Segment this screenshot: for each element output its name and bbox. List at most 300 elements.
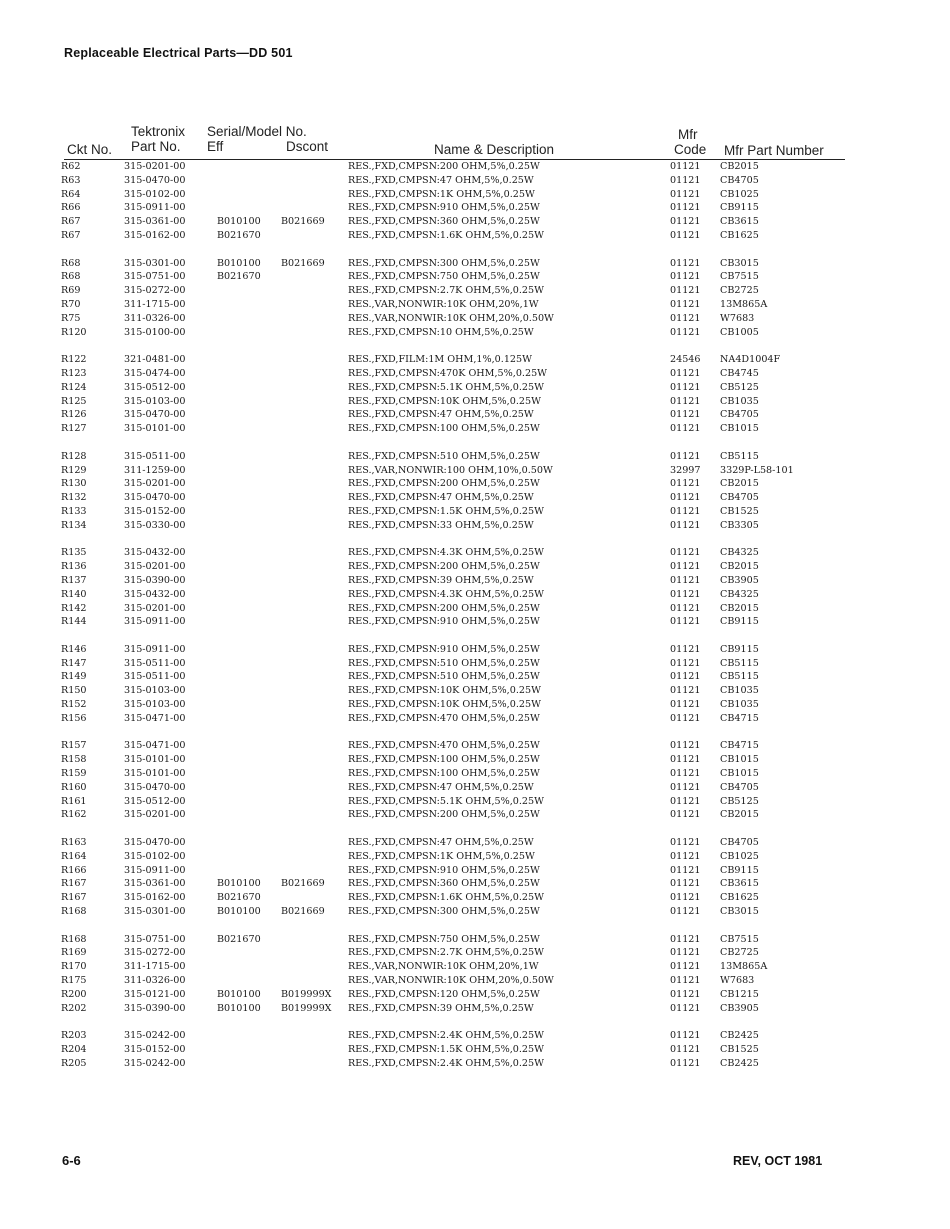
tektronix-part-number: 315-0361-00 bbox=[124, 878, 186, 890]
mfr-code: 01121 bbox=[670, 257, 701, 269]
table-row bbox=[0, 836, 950, 850]
table-row bbox=[0, 312, 950, 326]
mfr-part-number: CB2725 bbox=[720, 947, 759, 959]
part-description: RES.,FXD,CMPSN:47 OHM,5%,0.25W bbox=[348, 409, 534, 421]
tektronix-part-number: 315-0101-00 bbox=[124, 768, 186, 780]
mfr-code: 01121 bbox=[670, 492, 701, 504]
mfr-code: 01121 bbox=[670, 271, 701, 283]
part-description: RES.,FXD,CMPSN:47 OHM,5%,0.25W bbox=[348, 837, 534, 849]
mfr-code: 01121 bbox=[670, 602, 701, 614]
mfr-code: 01121 bbox=[670, 561, 701, 573]
revision-date: REV, OCT 1981 bbox=[733, 1154, 823, 1168]
table-row bbox=[0, 477, 950, 491]
tektronix-part-number: 315-0470-00 bbox=[124, 409, 186, 421]
tektronix-part-number: 315-0390-00 bbox=[124, 1002, 186, 1014]
table-row bbox=[0, 974, 950, 988]
circuit-number: R147 bbox=[61, 657, 87, 669]
tektronix-part-number: 315-0751-00 bbox=[124, 271, 186, 283]
circuit-number: R69 bbox=[61, 285, 81, 297]
table-row bbox=[0, 684, 950, 698]
part-description: RES.,FXD,CMPSN:910 OHM,5%,0.25W bbox=[348, 643, 540, 655]
mfr-code: 01121 bbox=[670, 312, 701, 324]
part-description: RES.,FXD,CMPSN:910 OHM,5%,0.25W bbox=[348, 864, 540, 876]
mfr-part-number: CB2725 bbox=[720, 285, 759, 297]
tektronix-part-number: 315-0103-00 bbox=[124, 699, 186, 711]
tektronix-part-number: 315-0102-00 bbox=[124, 850, 186, 862]
part-description: RES.,FXD,CMPSN:47 OHM,5%,0.25W bbox=[348, 492, 534, 504]
serial-effective: B021670 bbox=[217, 933, 261, 945]
mfr-code: 01121 bbox=[670, 450, 701, 462]
mfr-code: 01121 bbox=[670, 850, 701, 862]
parts-group bbox=[0, 546, 950, 629]
mfr-part-number: CB2015 bbox=[720, 561, 759, 573]
tektronix-part-number: 315-0911-00 bbox=[124, 864, 186, 876]
circuit-number: R160 bbox=[61, 781, 87, 793]
circuit-number: R157 bbox=[61, 740, 87, 752]
parts-group bbox=[0, 1029, 950, 1070]
circuit-number: R67 bbox=[61, 229, 81, 241]
part-description: RES.,FXD,CMPSN:470 OHM,5%,0.25W bbox=[348, 740, 540, 752]
mfr-code: 01121 bbox=[670, 1057, 701, 1069]
part-description: RES.,VAR,NONWIR:10K OHM,20%,0.50W bbox=[348, 975, 554, 987]
parts-group bbox=[0, 257, 950, 340]
mfr-part-number: CB3905 bbox=[720, 1002, 759, 1014]
serial-discontinued: B019999X bbox=[281, 1002, 332, 1014]
tektronix-part-number: 315-0911-00 bbox=[124, 616, 186, 628]
tektronix-part-number: 315-0201-00 bbox=[124, 161, 186, 172]
tektronix-part-number: 315-0103-00 bbox=[124, 685, 186, 697]
circuit-number: R170 bbox=[61, 961, 87, 973]
serial-effective: B021670 bbox=[217, 229, 261, 241]
tektronix-part-number: 315-0330-00 bbox=[124, 519, 186, 531]
circuit-number: R144 bbox=[61, 616, 87, 628]
mfr-code: 01121 bbox=[670, 809, 701, 821]
table-row bbox=[0, 850, 950, 864]
mfr-code: 01121 bbox=[670, 229, 701, 241]
part-description: RES.,FXD,CMPSN:4.3K OHM,5%,0.25W bbox=[348, 547, 544, 559]
mfr-part-number: CB3905 bbox=[720, 574, 759, 586]
part-description: RES.,FXD,CMPSN:910 OHM,5%,0.25W bbox=[348, 202, 540, 214]
part-description: RES.,FXD,CMPSN:510 OHM,5%,0.25W bbox=[348, 671, 540, 683]
circuit-number: R62 bbox=[61, 161, 81, 172]
circuit-number: R167 bbox=[61, 878, 87, 890]
table-row bbox=[0, 615, 950, 629]
col-dscont: Dscont bbox=[286, 139, 329, 154]
mfr-code: 01121 bbox=[670, 685, 701, 697]
mfr-code: 01121 bbox=[670, 588, 701, 600]
part-description: RES.,FXD,CMPSN:5.1K OHM,5%,0.25W bbox=[348, 381, 544, 393]
table-row bbox=[0, 767, 950, 781]
serial-effective: B021670 bbox=[217, 892, 261, 904]
circuit-number: R202 bbox=[61, 1002, 87, 1014]
circuit-number: R156 bbox=[61, 712, 87, 724]
mfr-part-number: NA4D1004F bbox=[720, 354, 781, 366]
tektronix-part-number: 311-1715-00 bbox=[124, 298, 186, 310]
circuit-number: R162 bbox=[61, 809, 87, 821]
circuit-number: R159 bbox=[61, 768, 87, 780]
serial-discontinued: B021669 bbox=[281, 216, 325, 228]
tektronix-part-number: 315-0242-00 bbox=[124, 1030, 186, 1042]
mfr-code: 01121 bbox=[670, 947, 701, 959]
tektronix-part-number: 315-0432-00 bbox=[124, 588, 186, 600]
tektronix-part-number: 315-0512-00 bbox=[124, 381, 186, 393]
tektronix-part-number: 315-0470-00 bbox=[124, 837, 186, 849]
table-row bbox=[0, 257, 950, 271]
mfr-part-number: CB4325 bbox=[720, 588, 759, 600]
mfr-part-number: CB3015 bbox=[720, 906, 759, 918]
circuit-number: R205 bbox=[61, 1057, 87, 1069]
mfr-code: 01121 bbox=[670, 547, 701, 559]
table-row bbox=[0, 174, 950, 188]
circuit-number: R161 bbox=[61, 795, 87, 807]
tektronix-part-number: 311-0326-00 bbox=[124, 975, 186, 987]
mfr-part-number: CB4745 bbox=[720, 367, 759, 379]
col-eff: Eff bbox=[207, 139, 224, 154]
tektronix-part-number: 321-0481-00 bbox=[124, 354, 186, 366]
mfr-part-number: CB4325 bbox=[720, 547, 759, 559]
parts-group bbox=[0, 739, 950, 822]
part-description: RES.,FXD,CMPSN:1.5K OHM,5%,0.25W bbox=[348, 1044, 544, 1055]
tektronix-part-number: 315-0102-00 bbox=[124, 188, 186, 200]
part-description: RES.,FXD,CMPSN:1.6K OHM,5%,0.25W bbox=[348, 892, 544, 904]
part-description: RES.,FXD,CMPSN:200 OHM,5%,0.25W bbox=[348, 161, 540, 172]
tektronix-part-number: 315-0911-00 bbox=[124, 202, 186, 214]
mfr-code: 01121 bbox=[670, 505, 701, 517]
mfr-part-number: CB1215 bbox=[720, 988, 759, 1000]
part-description: RES.,FXD,CMPSN:10 OHM,5%,0.25W bbox=[348, 326, 534, 338]
mfr-part-number: CB3615 bbox=[720, 878, 759, 890]
tektronix-part-number: 315-0301-00 bbox=[124, 906, 186, 918]
mfr-part-number: CB3305 bbox=[720, 519, 759, 531]
table-row bbox=[0, 381, 950, 395]
part-description: RES.,FXD,CMPSN:510 OHM,5%,0.25W bbox=[348, 450, 540, 462]
mfr-code: 01121 bbox=[670, 285, 701, 297]
mfr-part-number: CB1525 bbox=[720, 505, 759, 517]
tektronix-part-number: 315-0470-00 bbox=[124, 174, 186, 186]
mfr-part-number: CB2015 bbox=[720, 602, 759, 614]
mfr-code: 01121 bbox=[670, 740, 701, 752]
mfr-part-number: CB9115 bbox=[720, 643, 759, 655]
circuit-number: R200 bbox=[61, 988, 87, 1000]
mfr-part-number: CB1025 bbox=[720, 188, 759, 200]
tektronix-part-number: 315-0511-00 bbox=[124, 671, 186, 683]
circuit-number: R169 bbox=[61, 947, 87, 959]
table-row bbox=[0, 519, 950, 533]
mfr-part-number: CB9115 bbox=[720, 616, 759, 628]
table-row bbox=[0, 960, 950, 974]
col-mfr-label: Mfr bbox=[678, 127, 698, 142]
part-description: RES.,FXD,CMPSN:360 OHM,5%,0.25W bbox=[348, 878, 540, 890]
tektronix-part-number: 315-0432-00 bbox=[124, 547, 186, 559]
tektronix-part-number: 315-0471-00 bbox=[124, 712, 186, 724]
tektronix-part-number: 315-0242-00 bbox=[124, 1057, 186, 1069]
table-row bbox=[0, 891, 950, 905]
part-description: RES.,FXD,CMPSN:47 OHM,5%,0.25W bbox=[348, 781, 534, 793]
serial-effective: B010100 bbox=[217, 878, 261, 890]
table-row bbox=[0, 643, 950, 657]
table-row bbox=[0, 408, 950, 422]
mfr-code: 24546 bbox=[670, 354, 701, 366]
circuit-number: R166 bbox=[61, 864, 87, 876]
table-row bbox=[0, 739, 950, 753]
serial-effective: B010100 bbox=[217, 257, 261, 269]
tektronix-part-number: 315-0301-00 bbox=[124, 257, 186, 269]
circuit-number: R120 bbox=[61, 326, 87, 338]
table-row bbox=[0, 698, 950, 712]
circuit-number: R128 bbox=[61, 450, 87, 462]
table-row bbox=[0, 229, 950, 243]
table-row bbox=[0, 588, 950, 602]
tektronix-part-number: 311-1715-00 bbox=[124, 961, 186, 973]
circuit-number: R146 bbox=[61, 643, 87, 655]
tektronix-part-number: 315-0201-00 bbox=[124, 561, 186, 573]
mfr-part-number: CB5115 bbox=[720, 657, 759, 669]
mfr-part-number: CB4705 bbox=[720, 409, 759, 421]
part-description: RES.,FXD,CMPSN:120 OHM,5%,0.25W bbox=[348, 988, 540, 1000]
mfr-code: 01121 bbox=[670, 795, 701, 807]
tektronix-part-number: 315-0511-00 bbox=[124, 657, 186, 669]
tektronix-part-number: 315-0390-00 bbox=[124, 574, 186, 586]
mfr-code: 32997 bbox=[670, 464, 701, 476]
table-row bbox=[0, 326, 950, 340]
table-row bbox=[0, 160, 950, 174]
circuit-number: R63 bbox=[61, 174, 81, 186]
table-row bbox=[0, 1002, 950, 1016]
serial-effective: B010100 bbox=[217, 216, 261, 228]
table-row bbox=[0, 215, 950, 229]
tektronix-part-number: 315-0272-00 bbox=[124, 947, 186, 959]
tektronix-part-number: 315-0511-00 bbox=[124, 450, 186, 462]
part-description: RES.,FXD,CMPSN:470 OHM,5%,0.25W bbox=[348, 712, 540, 724]
part-description: RES.,FXD,CMPSN:300 OHM,5%,0.25W bbox=[348, 257, 540, 269]
part-description: RES.,FXD,CMPSN:10K OHM,5%,0.25W bbox=[348, 699, 541, 711]
table-row bbox=[0, 877, 950, 891]
table-row bbox=[0, 864, 950, 878]
tektronix-part-number: 315-0101-00 bbox=[124, 423, 186, 435]
mfr-part-number: CB1005 bbox=[720, 326, 759, 338]
tektronix-part-number: 315-0101-00 bbox=[124, 754, 186, 766]
table-row bbox=[0, 270, 950, 284]
table-row bbox=[0, 795, 950, 809]
table-row bbox=[0, 491, 950, 505]
mfr-part-number: 3329P-L58-101 bbox=[720, 464, 794, 476]
mfr-part-number: CB1015 bbox=[720, 423, 759, 435]
mfr-code: 01121 bbox=[670, 933, 701, 945]
part-description: RES.,FXD,CMPSN:200 OHM,5%,0.25W bbox=[348, 809, 540, 821]
part-description: RES.,FXD,CMPSN:1K OHM,5%,0.25W bbox=[348, 188, 535, 200]
parts-group bbox=[0, 933, 950, 1016]
part-description: RES.,FXD,CMPSN:510 OHM,5%,0.25W bbox=[348, 657, 540, 669]
table-row bbox=[0, 395, 950, 409]
mfr-part-number: CB4715 bbox=[720, 712, 759, 724]
part-description: RES.,FXD,CMPSN:100 OHM,5%,0.25W bbox=[348, 754, 540, 766]
table-row bbox=[0, 1043, 950, 1057]
table-row bbox=[0, 781, 950, 795]
part-description: RES.,FXD,CMPSN:10K OHM,5%,0.25W bbox=[348, 395, 541, 407]
part-description: RES.,FXD,CMPSN:39 OHM,5%,0.25W bbox=[348, 1002, 534, 1014]
circuit-number: R70 bbox=[61, 298, 81, 310]
circuit-number: R135 bbox=[61, 547, 87, 559]
mfr-part-number: CB3615 bbox=[720, 216, 759, 228]
mfr-part-number: CB1625 bbox=[720, 229, 759, 241]
circuit-number: R127 bbox=[61, 423, 87, 435]
part-description: RES.,FXD,CMPSN:5.1K OHM,5%,0.25W bbox=[348, 795, 544, 807]
mfr-part-number: CB1015 bbox=[720, 754, 759, 766]
serial-discontinued: B021669 bbox=[281, 878, 325, 890]
circuit-number: R203 bbox=[61, 1030, 87, 1042]
mfr-part-number: CB9115 bbox=[720, 864, 759, 876]
mfr-code: 01121 bbox=[670, 298, 701, 310]
mfr-part-number: CB7515 bbox=[720, 933, 759, 945]
mfr-code: 01121 bbox=[670, 906, 701, 918]
mfr-part-number: CB2015 bbox=[720, 161, 759, 172]
tektronix-part-number: 315-0474-00 bbox=[124, 367, 186, 379]
part-description: RES.,FXD,CMPSN:910 OHM,5%,0.25W bbox=[348, 616, 540, 628]
tektronix-part-number: 315-0201-00 bbox=[124, 478, 186, 490]
mfr-part-number: CB1015 bbox=[720, 768, 759, 780]
table-row bbox=[0, 712, 950, 726]
mfr-part-number: CB4705 bbox=[720, 781, 759, 793]
circuit-number: R68 bbox=[61, 271, 81, 283]
serial-effective: B010100 bbox=[217, 988, 261, 1000]
circuit-number: R168 bbox=[61, 906, 87, 918]
mfr-code: 01121 bbox=[670, 961, 701, 973]
mfr-code: 01121 bbox=[670, 837, 701, 849]
part-description: RES.,FXD,CMPSN:2.4K OHM,5%,0.25W bbox=[348, 1057, 544, 1069]
table-row bbox=[0, 201, 950, 215]
part-description: RES.,FXD,CMPSN:2.7K OHM,5%,0.25W bbox=[348, 285, 544, 297]
part-description: RES.,FXD,CMPSN:200 OHM,5%,0.25W bbox=[348, 561, 540, 573]
tektronix-part-number: 315-0100-00 bbox=[124, 326, 186, 338]
page-title: Replaceable Electrical Parts—DD 501 bbox=[64, 46, 293, 60]
mfr-part-number: CB5115 bbox=[720, 671, 759, 683]
mfr-part-number: CB1035 bbox=[720, 395, 759, 407]
circuit-number: R142 bbox=[61, 602, 87, 614]
part-description: RES.,FXD,CMPSN:2.4K OHM,5%,0.25W bbox=[348, 1030, 544, 1042]
mfr-part-number: 13M865A bbox=[720, 298, 768, 310]
mfr-code: 01121 bbox=[670, 174, 701, 186]
mfr-code: 01121 bbox=[670, 161, 701, 172]
mfr-part-number: CB1035 bbox=[720, 699, 759, 711]
tektronix-part-number: 315-0471-00 bbox=[124, 740, 186, 752]
circuit-number: R132 bbox=[61, 492, 87, 504]
tektronix-part-number: 315-0103-00 bbox=[124, 395, 186, 407]
tektronix-part-number: 315-0121-00 bbox=[124, 988, 186, 1000]
mfr-part-number: CB9115 bbox=[720, 202, 759, 214]
circuit-number: R204 bbox=[61, 1044, 87, 1055]
tektronix-part-number: 315-0512-00 bbox=[124, 795, 186, 807]
mfr-code: 01121 bbox=[670, 202, 701, 214]
table-row bbox=[0, 946, 950, 960]
mfr-code: 01121 bbox=[670, 892, 701, 904]
mfr-code: 01121 bbox=[670, 754, 701, 766]
mfr-code: 01121 bbox=[670, 699, 701, 711]
circuit-number: R130 bbox=[61, 478, 87, 490]
mfr-part-number: CB4705 bbox=[720, 492, 759, 504]
mfr-part-number: CB4715 bbox=[720, 740, 759, 752]
table-row bbox=[0, 670, 950, 684]
mfr-part-number: CB1035 bbox=[720, 685, 759, 697]
mfr-code: 01121 bbox=[670, 671, 701, 683]
part-description: RES.,FXD,CMPSN:1.6K OHM,5%,0.25W bbox=[348, 229, 544, 241]
parts-group bbox=[0, 836, 950, 919]
mfr-code: 01121 bbox=[670, 1044, 701, 1055]
tektronix-part-number: 315-0470-00 bbox=[124, 781, 186, 793]
parts-group bbox=[0, 450, 950, 533]
mfr-part-number: CB1525 bbox=[720, 1044, 759, 1055]
mfr-part-number: CB5115 bbox=[720, 450, 759, 462]
mfr-code: 01121 bbox=[670, 643, 701, 655]
tektronix-part-number: 315-0470-00 bbox=[124, 492, 186, 504]
col-name-description: Name & Description bbox=[434, 142, 555, 157]
circuit-number: R167 bbox=[61, 892, 87, 904]
table-row bbox=[0, 505, 950, 519]
mfr-part-number: 13M865A bbox=[720, 961, 768, 973]
part-description: RES.,VAR,NONWIR:10K OHM,20%,1W bbox=[348, 298, 539, 310]
table-row bbox=[0, 574, 950, 588]
mfr-code: 01121 bbox=[670, 519, 701, 531]
tektronix-part-number: 315-0751-00 bbox=[124, 933, 186, 945]
circuit-number: R137 bbox=[61, 574, 87, 586]
mfr-part-number: CB7515 bbox=[720, 271, 759, 283]
mfr-part-number: CB1025 bbox=[720, 850, 759, 862]
mfr-code: 01121 bbox=[670, 423, 701, 435]
mfr-code: 01121 bbox=[670, 478, 701, 490]
mfr-code: 01121 bbox=[670, 657, 701, 669]
table-row bbox=[0, 1029, 950, 1043]
circuit-number: R67 bbox=[61, 216, 81, 228]
table-row bbox=[0, 560, 950, 574]
part-description: RES.,FXD,FILM:1M OHM,1%,0.125W bbox=[348, 354, 532, 366]
tektronix-part-number: 315-0201-00 bbox=[124, 602, 186, 614]
serial-effective: B010100 bbox=[217, 906, 261, 918]
part-description: RES.,FXD,CMPSN:470K OHM,5%,0.25W bbox=[348, 367, 548, 379]
mfr-part-number: CB5125 bbox=[720, 381, 759, 393]
part-description: RES.,FXD,CMPSN:200 OHM,5%,0.25W bbox=[348, 602, 540, 614]
table-row bbox=[0, 808, 950, 822]
col-part-no: Part No. bbox=[131, 139, 181, 154]
part-description: RES.,FXD,CMPSN:360 OHM,5%,0.25W bbox=[348, 216, 540, 228]
table-row bbox=[0, 298, 950, 312]
tektronix-part-number: 315-0162-00 bbox=[124, 892, 186, 904]
circuit-number: R64 bbox=[61, 188, 81, 200]
circuit-number: R66 bbox=[61, 202, 81, 214]
col-serial-model: Serial/Model No. bbox=[207, 124, 307, 139]
mfr-code: 01121 bbox=[670, 616, 701, 628]
serial-discontinued: B021669 bbox=[281, 906, 325, 918]
circuit-number: R158 bbox=[61, 754, 87, 766]
circuit-number: R152 bbox=[61, 699, 87, 711]
circuit-number: R168 bbox=[61, 933, 87, 945]
mfr-part-number: CB2425 bbox=[720, 1030, 759, 1042]
mfr-part-number: CB5125 bbox=[720, 795, 759, 807]
mfr-code: 01121 bbox=[670, 781, 701, 793]
table-row bbox=[0, 1057, 950, 1071]
table-row bbox=[0, 367, 950, 381]
part-description: RES.,FXD,CMPSN:2.7K OHM,5%,0.25W bbox=[348, 947, 544, 959]
tektronix-part-number: 311-0326-00 bbox=[124, 312, 186, 324]
parts-group bbox=[0, 160, 950, 243]
tektronix-part-number: 315-0911-00 bbox=[124, 643, 186, 655]
col-mfr-code: Code bbox=[674, 142, 707, 157]
part-description: RES.,FXD,CMPSN:10K OHM,5%,0.25W bbox=[348, 685, 541, 697]
mfr-part-number: CB4705 bbox=[720, 174, 759, 186]
tektronix-part-number: 315-0152-00 bbox=[124, 505, 186, 517]
tektronix-part-number: 315-0152-00 bbox=[124, 1044, 186, 1055]
part-description: RES.,FXD,CMPSN:750 OHM,5%,0.25W bbox=[348, 271, 540, 283]
mfr-part-number: CB2015 bbox=[720, 809, 759, 821]
part-description: RES.,VAR,NONWIR:10K OHM,20%,0.50W bbox=[348, 312, 554, 324]
